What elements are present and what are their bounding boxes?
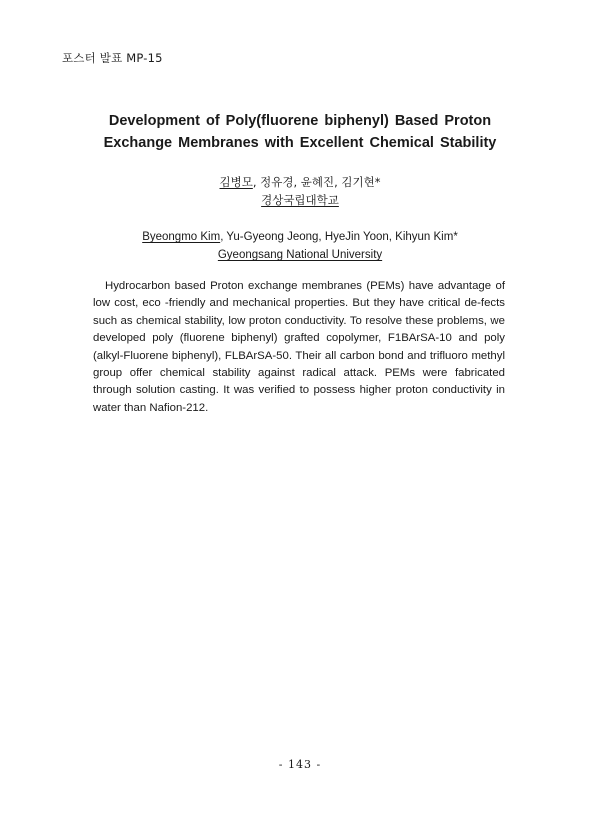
korean-coauthors: , 정유경, 윤혜진, 김기현*	[252, 175, 381, 189]
abstract-body: Hydrocarbon based Proton exchange membranes (PEMs) have advantage of low cost, eco -friendly and mechanical properties. But they have critical de-fects such as chemical stability, low proton conductivity. To resolve these problems, we developed poly (fluorene biphenyl) grafted copolymer, F1BArSA-10 and poly (alkyl-Fluorene biphenyl), FLBArSA-50. Their all carbon bond and trifluoro methyl group offer chemical stability against radical attack. PEMs were fabricated through solution casting. It was verified to possess higher proton conductivity in water than Nafion-212.	[93, 280, 505, 414]
title-line-1: Development of Poly(fluorene biphenyl) Based Proton	[108, 113, 492, 129]
english-coauthors: , Yu-Gyeong Jeong, HyeJin Yoon, Kihyun Kim*	[220, 231, 458, 243]
page-number: - 143 -	[278, 758, 322, 771]
english-presenting-author: Byeongmo Kim	[142, 231, 221, 243]
session-label: 포스터 발표 MP-15	[62, 51, 163, 65]
korean-presenting-author: 김병모	[219, 175, 253, 189]
title-line-2: Exchange Membranes with Excellent Chemical Stability	[103, 135, 497, 151]
english-author-block	[0, 228, 600, 264]
english-author-list	[0, 228, 600, 246]
korean-author-list	[0, 173, 600, 191]
english-affiliation: Gyeongsang National University	[217, 249, 383, 261]
korean-affiliation: 경상국립대학교	[261, 193, 339, 207]
paper-title	[70, 110, 530, 154]
korean-author-block	[0, 173, 600, 209]
